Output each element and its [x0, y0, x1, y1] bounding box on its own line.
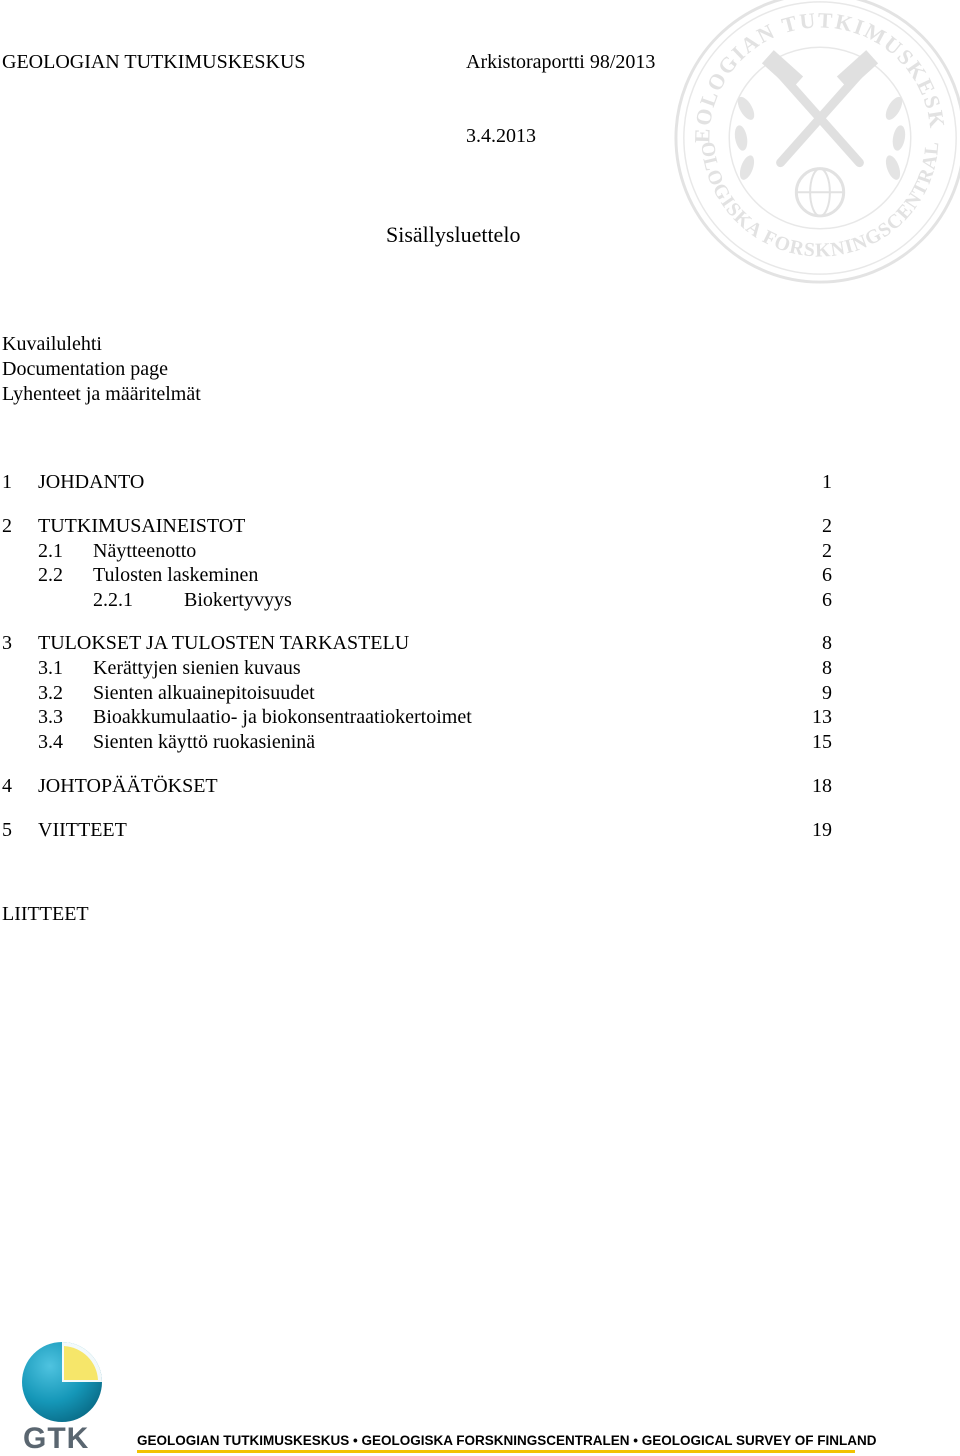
toc-entry-page: 13 [812, 706, 832, 728]
appendices-heading: LIITTEET [2, 903, 89, 925]
toc-entry-number: 4 [2, 775, 12, 797]
footer-tagline: GEOLOGIAN TUTKIMUSKESKUS • GEOLOGISKA FORSKNINGSCENTRALEN • GEOLOGICAL SURVEY OF FINLAND [137, 1433, 877, 1448]
toc-entry-page: 6 [822, 564, 832, 586]
toc-entry-label: VIITTEET [38, 819, 127, 841]
preliminary-item: Lyhenteet ja määritelmät [2, 383, 201, 405]
toc-entry-page: 6 [822, 589, 832, 611]
header-report-id: Arkistoraportti 98/2013 [466, 51, 656, 73]
toc-entry-number: 1 [2, 471, 12, 493]
footer-accent-rule [137, 1450, 855, 1453]
preliminary-item: Kuvailulehti [2, 333, 102, 355]
gtk-logo-icon [20, 1340, 104, 1424]
toc-entry-number: 3.1 [38, 657, 63, 679]
toc-entry-label: Sienten käyttö ruokasieninä [93, 731, 316, 753]
toc-entry-label: JOHDANTO [38, 471, 145, 493]
toc-entry-page: 8 [822, 632, 832, 654]
toc-entry-page: 15 [812, 731, 832, 753]
toc-entry-label: Bioakkumulaatio- ja biokonsentraatiokertoimet [93, 706, 472, 728]
seal-text-bottom: OLOGISKA FORSKNINGSCENTRAL [696, 139, 944, 262]
toc-title: Sisällysluettelo [386, 222, 521, 247]
toc-entry-page: 1 [822, 471, 832, 493]
toc-entry-number: 3.2 [38, 682, 63, 704]
toc-entry-label: Biokertyvyys [184, 589, 292, 611]
toc-entry-number: 3.4 [38, 731, 63, 753]
toc-entry-page: 2 [822, 540, 832, 562]
toc-entry-number: 3 [2, 632, 12, 654]
seal-text-top: EOLOGIAN TUTKIMUSKESK [690, 8, 950, 144]
seal-watermark [672, 0, 960, 286]
header-date: 3.4.2013 [466, 125, 536, 147]
toc-entry-label: Kerättyjen sienien kuvaus [93, 657, 301, 679]
preliminary-item: Documentation page [2, 358, 169, 380]
toc-entry-number: 2.1 [38, 540, 63, 562]
toc-entry-page: 19 [812, 819, 832, 841]
toc-entry-number: 2.2.1 [93, 589, 133, 611]
toc-entry-label: TUTKIMUSAINEISTOT [38, 515, 246, 537]
toc-entry-label: Tulosten laskeminen [93, 564, 259, 586]
toc-entry-page: 18 [812, 775, 832, 797]
toc-entry-number: 2.2 [38, 564, 63, 586]
header-organization: GEOLOGIAN TUTKIMUSKESKUS [2, 51, 306, 73]
toc-entry-label: Näytteenotto [93, 540, 197, 562]
toc-entry-page: 9 [822, 682, 832, 704]
toc-entry-label: Sienten alkuainepitoisuudet [93, 682, 315, 704]
gtk-logo-text: GTK [23, 1422, 90, 1455]
toc-entry-page: 8 [822, 657, 832, 679]
toc-entry-label: TULOKSET JA TULOSTEN TARKASTELU [38, 632, 410, 654]
toc-entry-number: 2 [2, 515, 12, 537]
toc-entry-number: 3.3 [38, 706, 63, 728]
toc-entry-number: 5 [2, 819, 12, 841]
toc-entry-label: JOHTOPÄÄTÖKSET [38, 775, 218, 797]
toc-entry-page: 2 [822, 515, 832, 537]
svg-text:GEOLOGIAN TUTKIMUSKESKUS [672, 0, 949, 143]
